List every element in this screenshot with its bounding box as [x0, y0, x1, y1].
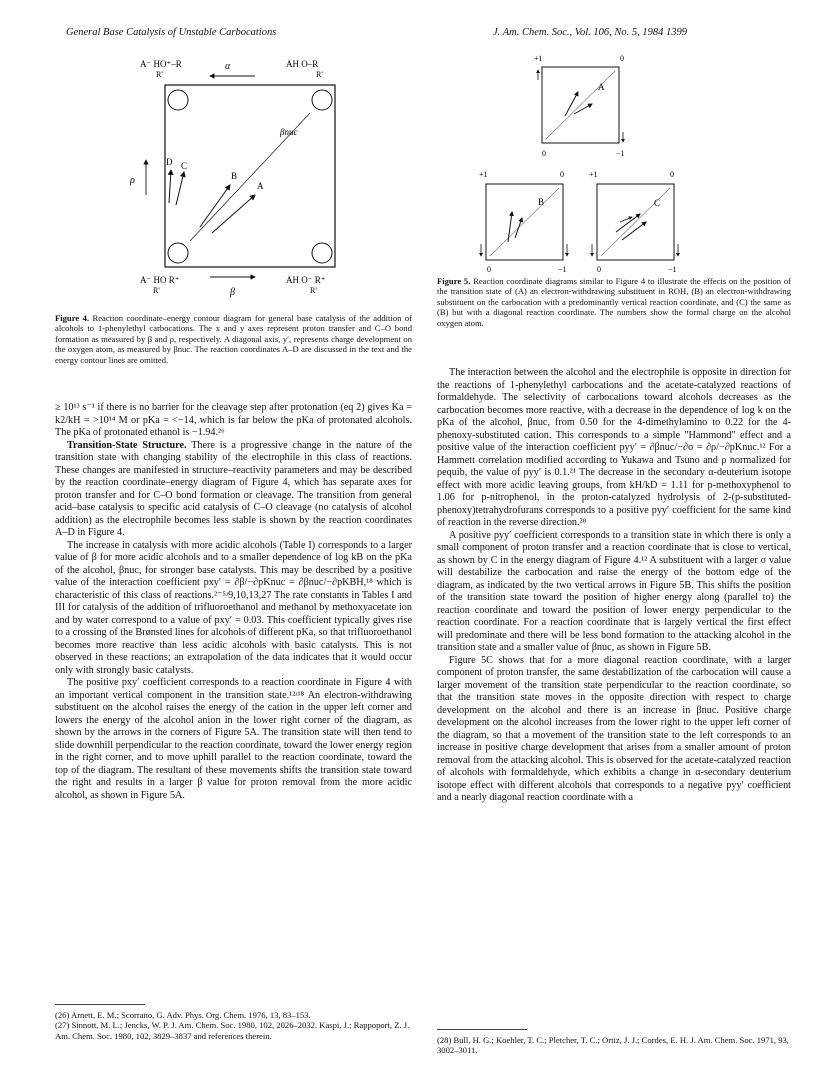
- fig5b-coord-2: [515, 218, 522, 238]
- fig5b-diagonal: [490, 188, 559, 256]
- fig4-corner-circle-br: [312, 243, 332, 263]
- fig4-bottom-left-sub: R': [153, 286, 160, 295]
- right-footnotes: [437, 1035, 791, 1056]
- left-para-2-text: There is a progressive change in the nature of the transition state with changing stability of the electrophile in this class of reactions. These changes are manifested in structure–reactivity parameters and may be described by the reaction coordinate–energy diagram of Figure 4, which has separate axes for proton transfer and for C–O bond formation or cleavage. The transition from general acid–base catalysis to specific acid catalysis of C–O cleavage (no catalysis of alcohol addition) as the electrophile becomes less stable is shown by the reaction coordinates A–D in Figure 4.: [55, 439, 412, 538]
- right-para-3: Figure 5C shows that for a more diagonal reaction coordinate, with a larger component of proton transfer, the same destabilization of the carbocation will cause a larger movement of the transition state perpendicular to the reaction coordinate, so that the transition state moves in the opposite direction with respect to charge development on the alcohol and there is an increase in βnuc. Positive charge development on the alcohol increases from the lower right to the upper left corner of the diagram, so that a movement of the transition state to the left corresponds to an increase in positive charge development that arises from a smaller amount of proton removal from the attacking alcohol. This is observed for the acetate-catalyzed reaction of alcohols with formaldehyde, which exhibits a change in α-secondary deuterium isotope effect with different alcohols that corresponds to a negative pyy′ coefficient and a nearly diagonal reaction coordinate with a: [437, 654, 791, 803]
- fig4-corner-circle-tl: [168, 90, 188, 110]
- fig4-bottom-right-sub: R': [310, 286, 317, 295]
- fig4-top-left-sub: R': [156, 70, 163, 79]
- fig4-top-right-sub: R': [316, 70, 323, 79]
- right-para-1: The interaction between the alcohol and the electrophile is opposite in direction for the reactions of 1-phenylethyl carbocations and the acetate-catalyzed reactions of formaldehyde. The selectivity of carbocations toward alcohols decreases as the carbocation becomes more reactive, with a decrease in the dependence of log k on the pKa of the alcohol, βnuc, from 0.50 for the 4-dimethylamino to 0.22 for the 4-phenoxy-substituted cation. This corresponds to a simple "Hammond" effect and a positive value of the interaction coefficient pyy′ = ∂βnuc/−∂σ = ∂ρ/−∂pKnuc.¹² For a Hammett correlation modified according to Yukawa and Tsuno and ρ normalized for ρequib, the value of pyy′ is 0.1.²¹ The decrease in the secondary α-deuterium isotope effect with more acidic leaving groups, from kH/kD = 1.11 for p-methoxyphenol to 1.06 for p-nitrophenol, in the proton-catalyzed hydrolysis of 2-(p-substituted-phenoxy)tetrahydrofurans corresponds to a positive pyy′ coefficient for the same kind of reaction in the reverse direction.²⁸: [437, 367, 791, 528]
- footnote-26: (26) Arnett, E. M.; Scorrano, G. Adv. Phys. Org. Chem. 1976, 13, 83–153.: [55, 1010, 311, 1020]
- fig5c-top-right: 0: [670, 170, 674, 179]
- fig5a-bottom-left: 0: [542, 149, 546, 158]
- fig4-coord-c: [176, 172, 184, 205]
- left-footnote-rule: [55, 1004, 145, 1005]
- fig5c-bottom-left: 0: [597, 265, 601, 274]
- fig4-rho-label: ρ: [130, 175, 135, 186]
- fig4-point-d: D: [166, 157, 173, 167]
- fig4-frame: [165, 85, 335, 267]
- fig5c-bottom-right: −1: [668, 265, 677, 274]
- fig5c-label: C: [654, 198, 661, 208]
- fig5a-label: A: [598, 82, 605, 92]
- left-para-2: [55, 440, 412, 540]
- left-para-4: The positive pxy′ coefficient corresponds to a reaction coordinate in Figure 4 with an important vertical component in the transition state.¹²ʴ¹⁸ An electron-withdrawing substituent on the alcohol raises the energy of the cation in the upper left corner and lowers the energy of the alcohol anion in the lower right corner of the diagram, as shown by the arrows in the corners of Figure 5A. The transition state will then tend to slide downhill perpendicular to the reaction coordinate, toward the lower energy region in the right corner, and to move uphill parallel to the reaction coordinate, toward the top of the diagram. The resultant of these movements shifts the transition state toward the right and results in a larger β value for proton removal from the more acidic alcohol, as shown in Figure 5A.: [55, 677, 412, 801]
- figure-5-diagrams: [470, 52, 700, 274]
- fig4-bottom-left-label: A⁻ HO R⁺: [140, 275, 180, 285]
- fig5a-top-right: 0: [620, 54, 624, 63]
- fig4-top-right-label: AH O–R: [286, 59, 319, 69]
- fig5b-bottom-right: −1: [558, 265, 567, 274]
- fig4-point-a: A: [257, 181, 264, 191]
- fig5b-bottom-left: 0: [487, 265, 491, 274]
- left-para-1: ≥ 10¹³ s⁻¹ if there is no barrier for the cleavage step after protonation (eq 2) gives Ka = k2/kH = >10¹⁴ M or pKa = <−14, which is far below the pKa of protonated alcohols. The pKa of protonated ethanol is −1.94.²⁶: [55, 402, 412, 438]
- left-footnotes: [55, 1010, 412, 1041]
- fig4-corner-circle-tr: [312, 90, 332, 110]
- figure-4-caption-label: Figure 4.: [55, 313, 90, 323]
- right-para-2: A positive pyy′ coefficient corresponds to a transition state in which there is only a small component of proton transfer and a reaction coordinate that is close to vertical, as shown by C in the energy diagram of Figure 4.¹² A substituent with a larger σ value will destabilize the carbocation and raise the energy of the bottom edge of the diagram, as indicated by the two vertical arrows in Figure 5B. This shifts the position of the transition state toward the position of higher energy along (parallel to) the reaction coordinate and toward the position of lower energy perpendicular to the reaction coordinate. For a reaction coordinate that is largely vertical the first effect will predominate and there will be less bond formation to the attacking alcohol in the transition state and a smaller value of βnuc, as shown in Figure 5B.: [437, 529, 791, 653]
- left-column: [55, 402, 412, 802]
- fig4-corner-circle-bl: [168, 243, 188, 263]
- fig4-point-b: B: [231, 171, 238, 181]
- fig5a-top-left: +1: [534, 54, 543, 63]
- figure-4-diagram: [120, 55, 360, 305]
- fig5b-top-left: +1: [479, 170, 488, 179]
- left-para-3: The increase in catalysis with more acidic alcohols (Table I) corresponds to a larger value of β for more acidic alcohols and to a smaller dependence of log kB on the pKa of the alcohol, βnuc, for stronger base catalysts. This may be described by a positive value of the interaction coefficient pxy′ = ∂β/−∂pKnuc = ∂βnuc/−∂pKBH,¹⁸ which is characteristic of this class of reactions.²⁻⁵ʴ9,10,13,27 The rate constants in Tables I and III for catalysis of the addition of trifluoroethanol and methanol by methoxyacetate ion and by water correspond to a value of pxy′ = 0.03. This coefficient typically gives rise to a crossing of the Brønsted lines for alcohols of different pKa, so that trifluoroethanol becomes more reactive than less acidic alcohols with basic catalysts. This is not observed in these reactions; an extrapolation of the data indicates that it would occur only with strongly basic catalysts.: [55, 539, 412, 676]
- journal-citation: J. Am. Chem. Soc., Vol. 106, No. 5, 1984 1399: [493, 27, 688, 38]
- fig4-bottom-right-label: AH O⁻ R⁺: [286, 275, 326, 285]
- figure-4-caption: [55, 313, 412, 365]
- figure-5-caption: [437, 276, 791, 328]
- fig4-coord-d: [169, 170, 171, 203]
- fig5c-top-left: +1: [589, 170, 598, 179]
- fig4-top-left-label: A⁻ HO⁺–R: [140, 59, 182, 69]
- fig4-alpha-label: α: [225, 61, 231, 72]
- fig5b-label: B: [538, 197, 545, 207]
- fig5b-coord-1: [508, 212, 512, 242]
- fig4-beta-nuc-label: βnuc: [280, 127, 298, 137]
- right-footnote-rule: [437, 1029, 527, 1030]
- right-column: [437, 367, 791, 805]
- fig5b-top-right: 0: [560, 170, 564, 179]
- footnote-27: (27) Sinnott, M. L.; Jencks, W. P. J. Am. Chem. Soc. 1980, 102, 2026–2032. Kaspi, J.; Rappoport, Z. J. Am. Chem. Soc. 1980, 102, 3829–3837 and references therein.: [55, 1020, 410, 1041]
- section-heading-transition-state: Transition-State Structure.: [67, 439, 187, 451]
- fig5a-diagonal: [546, 71, 615, 139]
- fig4-point-c: C: [181, 161, 188, 171]
- figure-5-caption-label: Figure 5.: [437, 276, 471, 286]
- running-title: General Base Catalysis of Unstable Carbocations: [66, 27, 277, 38]
- fig4-beta-label: β: [230, 287, 235, 298]
- footnote-28: (28) Bull, H. G.; Koehler, T. C.; Pletcher, T. C.; Ortiz, J. J.; Cordes, E. H. J. Am. Chem. Soc. 1971, 93, 3002–3011.: [437, 1035, 789, 1056]
- fig5a-bottom-right: −1: [616, 149, 625, 158]
- figure-4-caption-text: Reaction coordinate–energy contour diagram for general base catalysis of the addition of alcohols to 1-phenylethyl carbocations. The x and y axes represent proton transfer and C–O bond formation as measured by β and ρ, respectively. A diagonal axis, y′, represents charge development on the oxygen atom, as measured by βnuc. The reaction coordinates A–D are discussed in the text and the energy contour lines are omitted.: [55, 313, 412, 365]
- figure-5-caption-text: Reaction coordinate diagrams similar to Figure 4 to illustrate the effects on the position of the transition state of (A) an electron-withdrawing substituent in ROH, (B) an electron-withdrawing substituent on the carbocation with a predominantly vertical reaction coordinate, and (C) the same as (B) but with a diagonal reaction coordinate. The numbers show the formal charge on the alcohol oxygen atom.: [437, 276, 792, 328]
